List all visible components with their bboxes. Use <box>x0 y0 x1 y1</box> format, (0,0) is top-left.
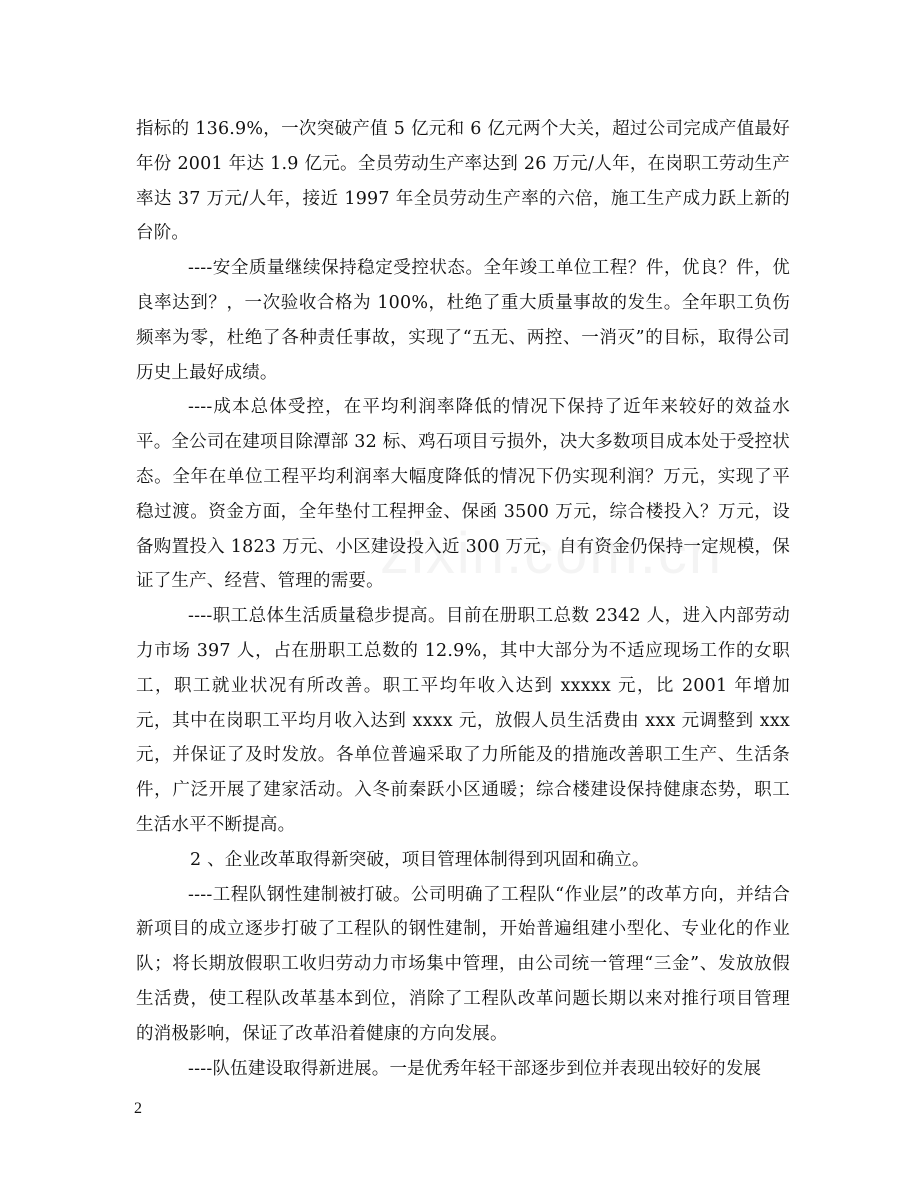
paragraph-team-restructure: ----工程队钢性建制被打破。公司明确了工程队“作业层”的改革方向，并结合新项目的成立逐步打破了工程队的钢性建制，开始普遍组建小型化、专业化的作业队；将长期放假职工收归劳动力市场集中管理，由公司统一管理“三金”、发放放假生活费，使工程队改革基本到位，消除了工程队改革问题长期以来对推行项目管理的消极影响，保证了改革沿着健康的方向发展。 <box>136 884 790 1044</box>
document-body <box>136 112 826 1086</box>
page-number: 2 <box>134 1100 142 1117</box>
paragraph-cost-control: ----成本总体受控，在平均利润率降低的情况下保持了近年来较好的效益水平。全公司在建项目除潭部 32 标、鸡石项目亏损外，决大多数项目成本处于受控状态。全年在单位工程平均利润率大幅度降低的情况下仍实现利润？万元，实现了平稳过渡。资金方面，全年垫付工程押金、保函 3500 万元，综合楼投入？万元，设备购置投入 1823 万元、小区建设投入近 300 万元，自有资金仍保持一定规模，保证了生产、经营、管理的需要。 <box>136 397 790 592</box>
paragraph-output-summary: 指标的 136.9%，一次突破产值 5 亿元和 6 亿元两个大关，超过公司完成产值最好年份 2001 年达 1.9 亿元。全员劳动生产率达到 26 万元/人年，在岗职工劳动生产率达 37 万元/人年，接近 1997 年全员劳动生产率的六倍，施工生产成力跃上新的台阶。 <box>136 119 790 244</box>
paragraph-safety-quality: ----安全质量继续保持稳定受控状态。全年竣工单位工程？件，优良？件，优良率达到？，一次验收合格为 100%，杜绝了重大质量事故的发生。全年职工负伤频率为零，杜绝了各种责任事故，实现了“五无、两控、一消灭”的目标，取得公司历史上最好成绩。 <box>136 258 790 383</box>
paragraph-team-building: ----队伍建设取得新进展。一是优秀年轻干部逐步到位并表现出较好的发展 <box>188 1058 762 1079</box>
paragraph-staff-living: ----职工总体生活质量稳步提高。目前在册职工总数 2342 人，进入内部劳动力市场 397 人，占在册职工总数的 12.9%，其中大部分为不适应现场工作的女职工，职工就业状况有所改善。职工平均年收入达到 xxxxx 元，比 2001 年增加 元，其中在岗职工平均月收入达到 xxxx 元，放假人员生活费由 xxx 元调整到 xxx 元，并保证了及时发放。各单位普遍采取了力所能及的措施改善职工生产、生活条件，广泛开展了建家活动。入冬前秦跃小区通暖；综合楼建设保持健康态势，职工生活水平不断提高。 <box>136 606 826 835</box>
section-heading-reform: 2 、企业改革取得新突破，项目管理体制得到巩固和确立。 <box>190 849 650 870</box>
